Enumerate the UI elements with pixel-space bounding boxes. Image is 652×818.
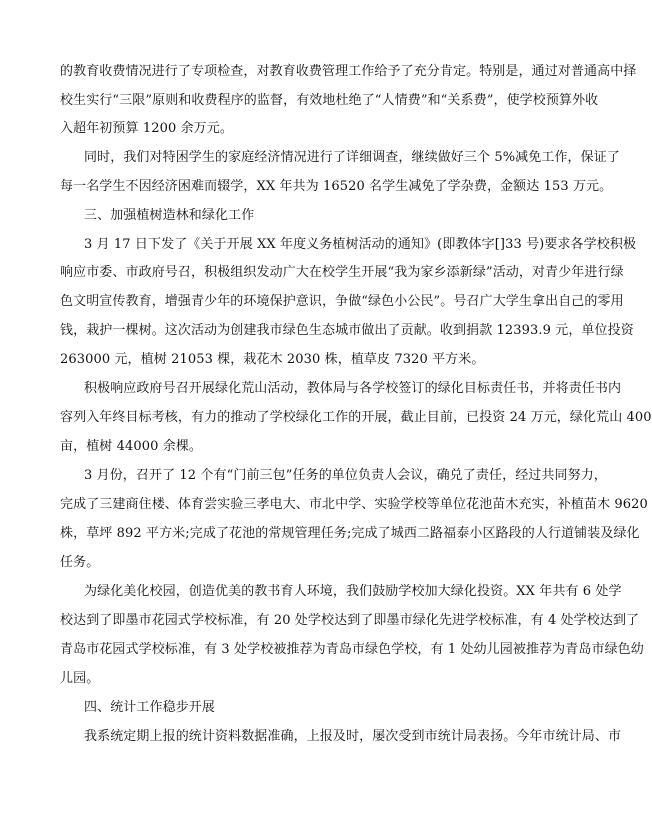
text-line: 校达到了即墨市花园式学校标准，有 20 处学校达到了即墨市绿化先进学校标准，有 4 处学校达到了 (60, 613, 640, 628)
text-line: 为绿化美化校园，创造优美的教书育人环境，我们鼓励学校加大绿化投资。XX 年共有 6 处学 (84, 584, 622, 599)
text-line: 色文明宣传教育，增强青少年的环境保护意识，争做“绿色小公民”。号召广大学生拿出自己的零用 (60, 294, 624, 309)
text-line: 3 月 17 日下发了《关于开展 XX 年度义务植树活动的通知》(即教体字[]33 号)要求各学校积极 (84, 237, 637, 252)
text-line: 校生实行“三限”原则和收费程序的监督，有效地杜绝了“人情费”和“关系费”，使学校预算外收 (60, 93, 599, 108)
text-line: 响应市委、市政府号召，积极组织发动广大在校学生开展“我为家乡添新绿”活动，对青少年进行绿 (60, 265, 624, 280)
text-line: 263000 元，植树 21053 棵，栽花木 2030 株，植草皮 7320 平方米。 (60, 352, 485, 367)
text-line: 容列入年终目标考核，有力的推动了学校绿化工作的开展，截止目前，已投资 24 万元，绿化荒山 400 (60, 410, 652, 425)
text-line: 钱，栽护一棵树。这次活动为创建我市绿色生态城市做出了贡献。收到捐款 12393.9 元，单位投资 (60, 323, 634, 338)
text-line: 入超年初预算 1200 余万元。 (60, 121, 233, 136)
text-line: 的教育收费情况进行了专项检查，对教育收费管理工作给予了充分肯定。特别是，通过对普通高中择 (60, 64, 637, 79)
text-line: 同时，我们对特困学生的家庭经济情况进行了详细调查，继续做好三个 5%减免工作，保证了 (84, 150, 620, 165)
section-heading: 四、统计工作稳步开展 (84, 700, 216, 715)
text-line: 积极响应政府号召开展绿化荒山活动，教体局与各学校签订的绿化目标责任书，并将责任书内 (84, 381, 622, 396)
text-line: 儿园。 (60, 671, 100, 686)
text-line: 青岛市花园式学校标准，有 3 处学校被推荐为青岛市绿色学校，有 1 处幼儿园被推荐为青岛市绿色幼 (60, 642, 644, 657)
text-line: 任务。 (60, 555, 100, 570)
text-line: 我系统定期上报的统计资料数据准确，上报及时，屡次受到市统计局表扬。今年市统计局、市 (84, 729, 622, 744)
text-line: 每一名学生不因经济困难而辍学，XX 年共为 16520 名学生减免了学杂费，金额达 153 万元。 (60, 179, 613, 194)
text-line: 亩，植树 44000 余棵。 (60, 439, 203, 454)
text-line: 株，草坪 892 平方米;完成了花池的常规管理任务;完成了城西二路福泰小区路段的人行道铺装及绿化 (60, 526, 640, 541)
text-line: 完成了三建商住楼、体育尝实验三孝电大、市北中学、实验学校等单位花池苗木充实，补植苗木 9620 (60, 497, 648, 512)
text-line: 3 月份，召开了 12 个有“门前三包”任务的单位负责人会议，确兑了责任，经过共同努力， (84, 468, 607, 483)
section-heading: 三、加强植树造林和绿化工作 (84, 208, 255, 223)
